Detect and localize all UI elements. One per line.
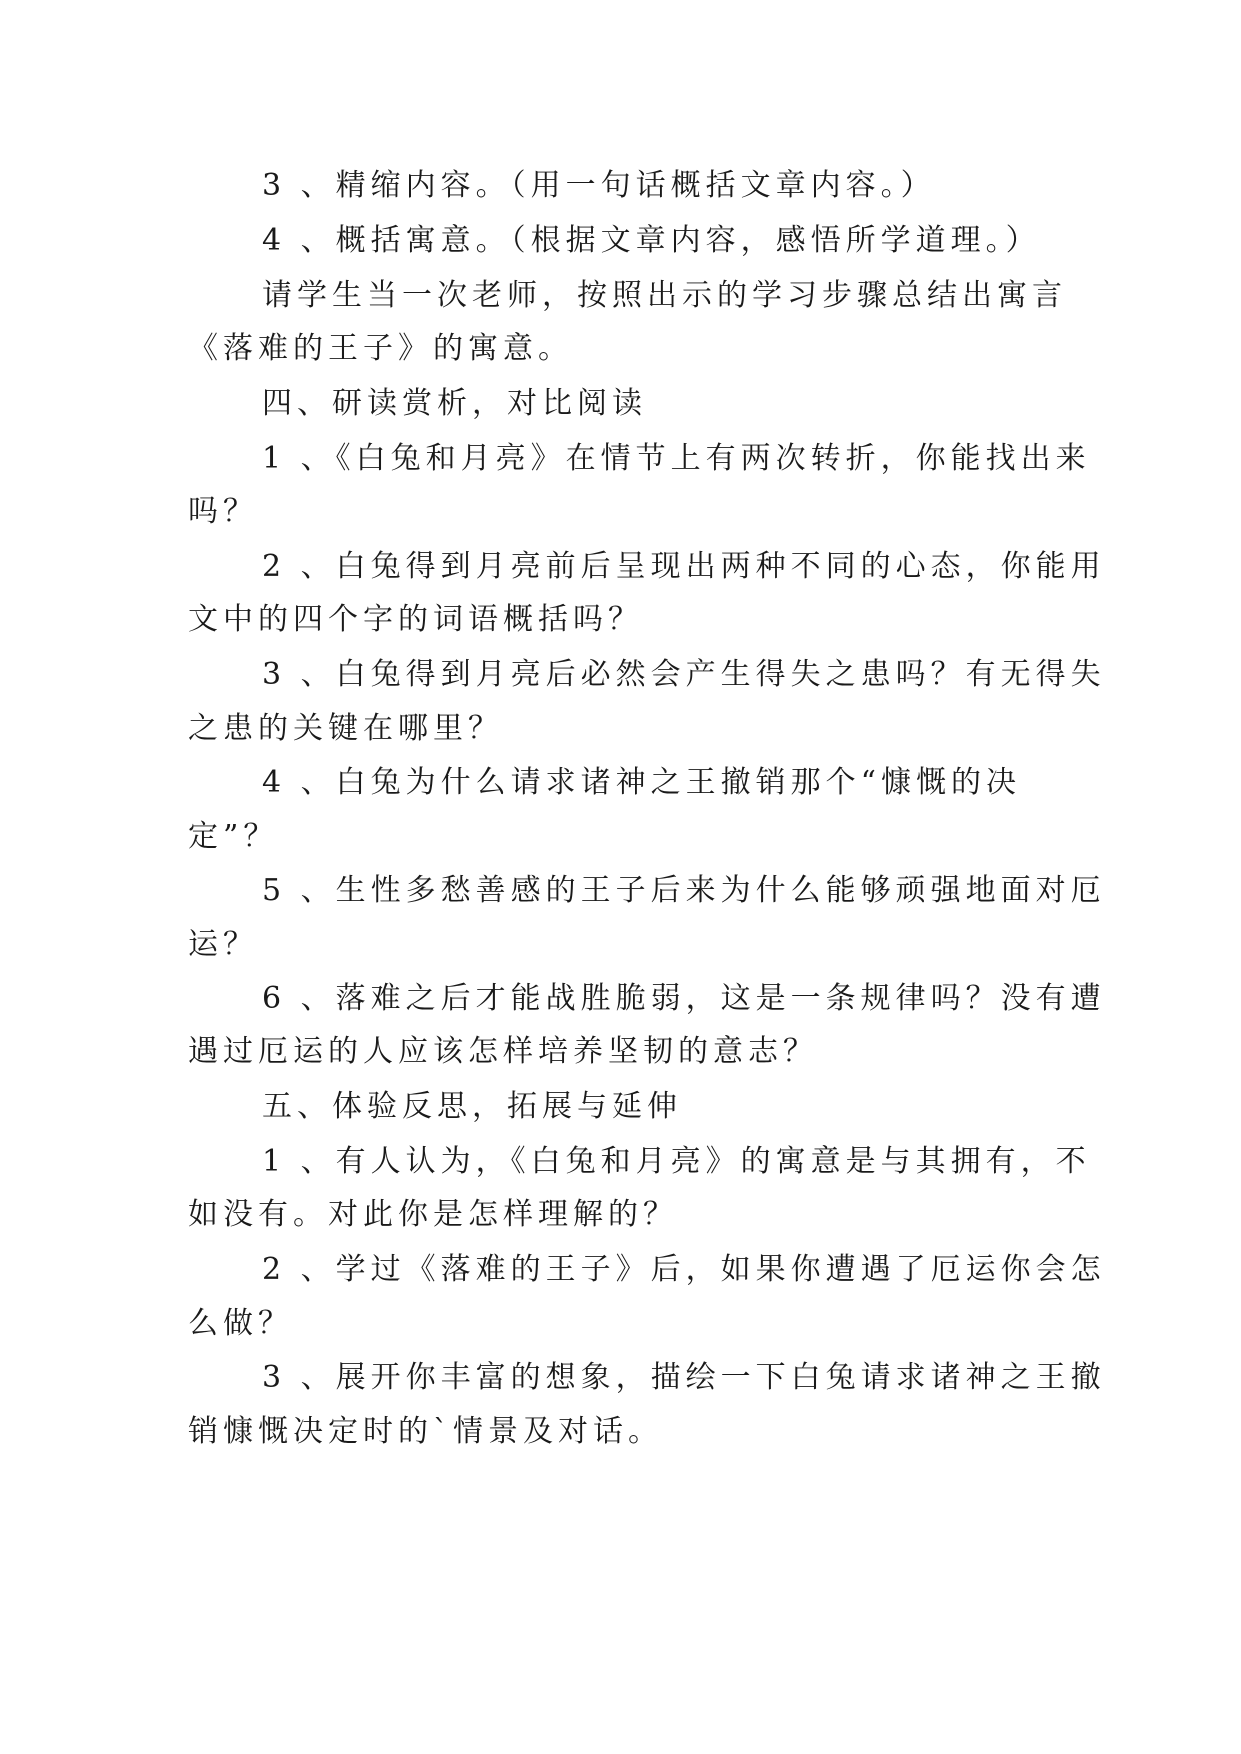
text-line: 1 、《白兔和月亮》在情节上有两次转折，你能找出来	[262, 441, 1091, 476]
question-2	[0, 538, 1241, 596]
text-line: 《落难的王子》的寓意。	[188, 331, 573, 366]
section-heading-4	[0, 375, 1241, 433]
extension-2	[0, 1241, 1241, 1299]
text-line: 2 、学过《落难的王子》后，如果你遭遇了厄运你会怎	[262, 1252, 1106, 1287]
text-line: 么做？	[188, 1306, 293, 1341]
text-line: 2 、白兔得到月亮前后呈现出两种不同的心态，你能用	[262, 549, 1106, 584]
question-1-cont	[0, 483, 1241, 541]
text-line: 之患的关键在哪里？	[188, 711, 503, 746]
extension-2-cont	[0, 1295, 1241, 1353]
question-3	[0, 646, 1241, 704]
paragraph-line	[0, 320, 1241, 378]
section-heading-5	[0, 1078, 1241, 1136]
text-line: 3 、白兔得到月亮后必然会产生得失之患吗？有无得失	[262, 657, 1106, 692]
extension-1-cont	[0, 1186, 1241, 1244]
text-line: 3 、精缩内容。（用一句话概括文章内容。）	[262, 168, 936, 203]
question-4	[0, 754, 1241, 812]
extension-1	[0, 1133, 1241, 1191]
text-line: 4 、白兔为什么请求诸神之王撤销那个“慷慨的决	[262, 765, 1021, 800]
paragraph-line	[0, 267, 1241, 325]
text-line: 定”？	[188, 819, 279, 854]
question-3-cont	[0, 700, 1241, 758]
question-5-cont	[0, 916, 1241, 974]
text-line: 3 、展开你丰富的想象，描绘一下白兔请求诸神之王撤	[262, 1360, 1106, 1395]
text-line: 6 、落难之后才能战胜脆弱，这是一条规律吗？没有遭	[262, 981, 1106, 1016]
list-item-4-moral	[0, 212, 1241, 270]
text-line: 4 、概括寓意。（根据文章内容，感悟所学道理。）	[262, 223, 1041, 258]
text-line: 吗？	[188, 494, 258, 529]
text-line: 如没有。对此你是怎样理解的？	[188, 1197, 678, 1232]
text-line: 请学生当一次老师，按照出示的学习步骤总结出寓言	[262, 278, 1067, 313]
text-line: 5 、生性多愁善感的王子后来为什么能够顽强地面对厄	[262, 873, 1106, 908]
question-2-cont	[0, 591, 1241, 649]
text-line: 遇过厄运的人应该怎样培养坚韧的意志？	[188, 1034, 818, 1069]
extension-3-cont	[0, 1403, 1241, 1461]
question-1	[0, 430, 1241, 488]
extension-3	[0, 1349, 1241, 1407]
text-line: 运？	[188, 927, 258, 962]
section-heading: 四、研读赏析，对比阅读	[262, 386, 647, 421]
question-4-cont	[0, 808, 1241, 866]
question-6	[0, 970, 1241, 1028]
text-line: 1 、有人认为，《白兔和月亮》的寓意是与其拥有，不	[262, 1144, 1091, 1179]
text-line: 文中的四个字的词语概括吗？	[188, 602, 643, 637]
text-line: 销慷慨决定时的`情景及对话。	[188, 1414, 663, 1449]
section-heading: 五、体验反思，拓展与延伸	[262, 1089, 682, 1124]
question-5	[0, 862, 1241, 920]
list-item-3-condense	[0, 157, 1241, 215]
question-6-cont	[0, 1023, 1241, 1081]
